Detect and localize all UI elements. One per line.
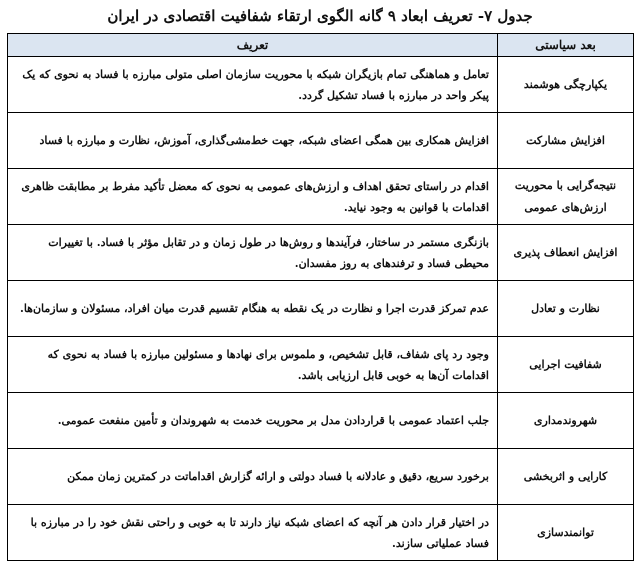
table-row (8, 281, 634, 337)
definition-cell: اقدام در راستای تحقق اهداف و ارزش‌های عمومی به نحوی که معضل تأکید مفرط بر مطابقت ظاهری اقدامات با قوانین به وجود نیاید. (8, 169, 498, 225)
definition-cell: بازنگری مستمر در ساختار، فرآیندها و روش‌ها در طول زمان و در تقابل مؤثر با فساد. با تغییرات محیطی فساد و ترفندهای به روز مفسدان. (8, 225, 498, 281)
definition-cell: جلب اعتماد عمومی با قراردادن مدل بر محوریت خدمت به شهروندان و تأمین منفعت عمومی. (8, 393, 498, 449)
dimensions-table (7, 33, 634, 561)
table-row (8, 57, 634, 113)
table-row (8, 449, 634, 505)
table-row (8, 337, 634, 393)
table-row (8, 113, 634, 169)
table-caption: جدول ۷- تعریف ابعاد ۹ گانه الگوی ارتقاء شفافیت اقتصادی در ایران (107, 7, 533, 25)
header-definition: تعریف (8, 34, 498, 57)
dimension-cell: شهروندمداری (498, 393, 634, 449)
definition-cell: افزایش همکاری بین همگی اعضای شبکه، جهت خط‌مشی‌گذاری، آموزش، نظارت و مبارزه با فساد (8, 113, 498, 169)
definition-cell: برخورد سریع، دقیق و عادلانه با فساد دولتی و ارائه گزارش اقداماتت در کمترین زمان ممکن (8, 449, 498, 505)
table-row (8, 505, 634, 561)
definition-cell: تعامل و هماهنگی تمام بازیگران شبکه با محوریت سازمان اصلی متولی مبارزه با فساد به نحوی که یک پیکر واحد در مبارزه با فساد تشکیل گردد. (8, 57, 498, 113)
definition-cell: وجود رد پای شفاف، قابل تشخیص، و ملموس برای نهادها و مسئولین مبارزه با فساد به نحوی که اقدامات آن‌ها به خوبی قابل ارزیابی باشد. (8, 337, 498, 393)
header-dimension: بعد سیاستی (498, 34, 634, 57)
dimension-cell: افزایش انعطاف پذیری (498, 225, 634, 281)
table-row (8, 393, 634, 449)
definition-cell: عدم تمرکز قدرت اجرا و نظارت در یک نقطه به هنگام تقسیم قدرت میان افراد، مسئولان و سازمان‌ها. (8, 281, 498, 337)
dimension-cell: شفافیت اجرایی (498, 337, 634, 393)
dimension-cell: کارایی و اثربخشی (498, 449, 634, 505)
dimension-cell: نتیجه‌گرایی با محوریت ارزش‌های عمومی (498, 169, 634, 225)
dimension-cell: نظارت و تعادل (498, 281, 634, 337)
dimension-cell: توانمندسازی (498, 505, 634, 561)
table-row (8, 169, 634, 225)
table-row (8, 225, 634, 281)
dimension-cell: افزایش مشارکت (498, 113, 634, 169)
definition-cell: در اختیار قرار دادن هر آنچه که اعضای شبکه نیاز دارند تا به خوبی و راحتی نقش خود را در مبارزه با فساد عملیاتی سازند. (8, 505, 498, 561)
dimension-cell: یکپارچگی هوشمند (498, 57, 634, 113)
table-header-row (8, 34, 634, 57)
